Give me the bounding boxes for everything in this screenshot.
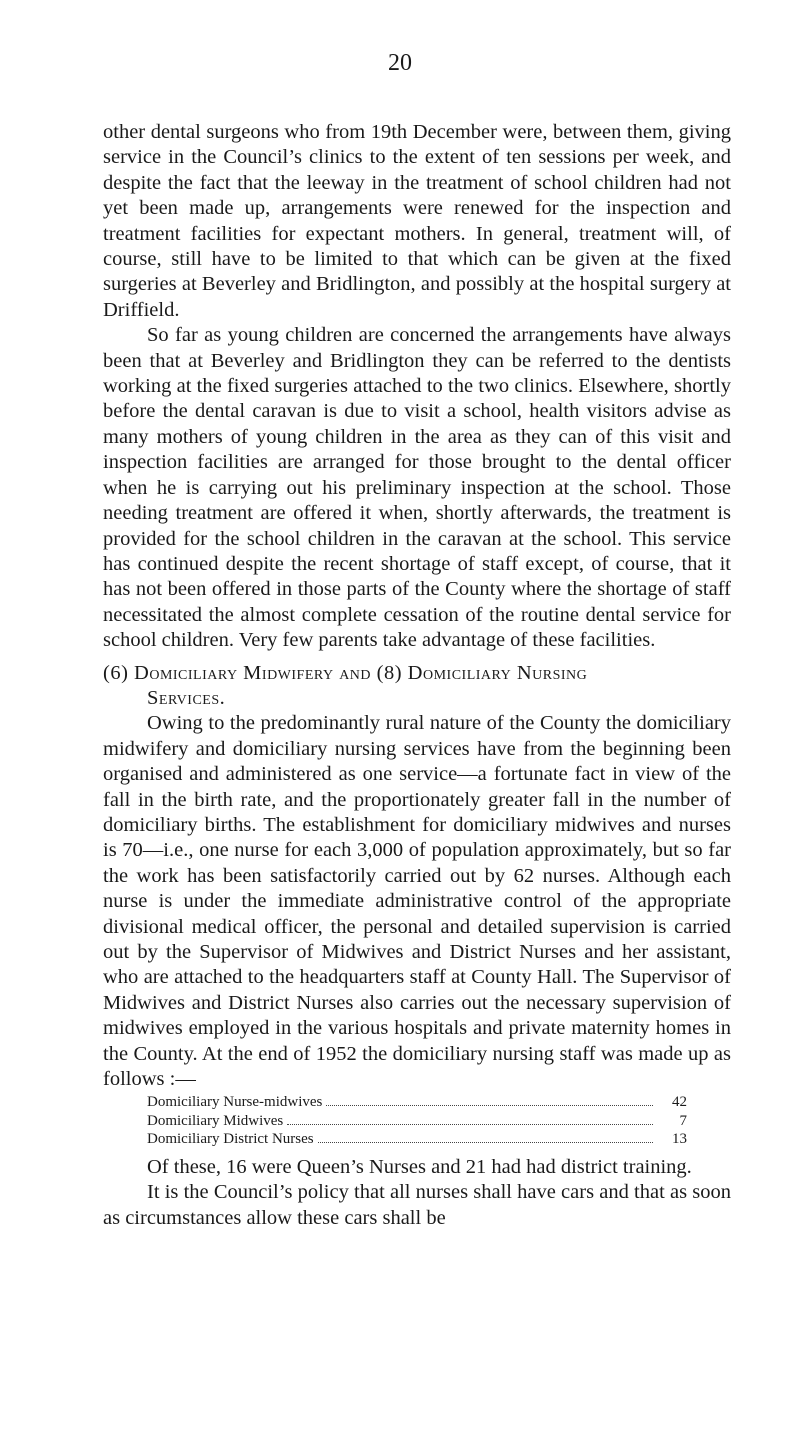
paragraph-domiciliary-services: Owing to the predominantly rural nature of the County the domiciliary midwifery and domiciliary nursing services have from the beginning been organised and administered as one service—a fortunate fact in view of the fall in the birth rate, and the proportionately greater fall in the number of domiciliary births. The establishment for domiciliary midwives and nurses is 70—i.e., one nurse for each 3,000 of population approximately, but so far the work has been satisfactorily carried out by 62 nurses. Although each nurse is under the immediate administrative control of the appropriate divisional medical officer, the personal and detailed supervision is carried out by the Supervisor of Midwives and District Nurses and her assistant, who are attached to the headquarters staff at County Hall. The Supervisor of Midwives and District Nurses also carries out the necessary supervision of midwives employed in the various hospitals and private maternity homes in the County. At the end of 1952 the domiciliary nursing staff was made up as follows :— — [103, 712, 731, 1091]
staff-row — [147, 1093, 687, 1112]
dot-leader — [326, 1105, 653, 1106]
section-heading-line1: (6) Domiciliary Midwifery and (8) Domiciliary Nursing — [103, 661, 588, 684]
section-heading — [103, 661, 731, 712]
section-heading-line2: Services. — [147, 686, 226, 709]
paragraph-young-children: So far as young children are concerned the arrangements have always been that at Beverley and Bridlington they can be referred to the dentists working at the fixed surgeries attached to the two clinics. Elsewhere, shortly before the dental caravan is due to visit a school, health visitors advise as many mothers of young children in the area as they can of this visit and inspection facilities are arranged for those brought to the dental officer when he is carrying out his preliminary inspection at the school. Those needing treatment are offered it when, shortly afterwards, the treatment is provided for the school children in the caravan at the school. This service has continued despite the recent shortage of staff except, of course, that it has not been offered in those parts of the County where the shortage of staff necessitated the almost complete cessation of the routine dental service for school children. Very few parents take advantage of these facilities. — [103, 324, 731, 652]
staff-row — [147, 1130, 687, 1149]
dot-leader — [318, 1142, 653, 1143]
staff-row — [147, 1112, 687, 1131]
paragraph-cars-policy: It is the Council’s policy that all nurses shall have cars and that as soon as circumstances allow these cars shall be — [103, 1181, 731, 1229]
staff-count: 13 — [672, 1131, 687, 1148]
page-number: 20 — [388, 50, 412, 76]
paragraph-queens-nurses: Of these, 16 were Queen’s Nurses and 21 had had district training. — [147, 1155, 692, 1178]
staff-label: Domiciliary Midwives — [147, 1112, 284, 1129]
nursing-staff-list — [147, 1093, 687, 1149]
staff-label: Domiciliary Nurse-midwives — [147, 1094, 323, 1111]
paragraph-dental-continued: other dental surgeons who from 19th December were, between them, giving service in the Council’s clinics to the extent of ten sessions per week, and despite the fact that the leeway in the treatment of school children had not yet been made up, arrangements were renewed for the inspection and treatment facilities for expectant mothers. In general, treatment will, of course, still have to be limited to that which can be given at the fixed surgeries at Beverley and Bridlington, and possibly at the hospital surgery at Driffield. — [103, 121, 731, 321]
staff-count: 7 — [679, 1112, 687, 1129]
staff-label: Domiciliary District Nurses — [147, 1131, 314, 1148]
staff-count: 42 — [672, 1094, 687, 1111]
page-body — [103, 120, 731, 1231]
dot-leader — [287, 1124, 653, 1125]
